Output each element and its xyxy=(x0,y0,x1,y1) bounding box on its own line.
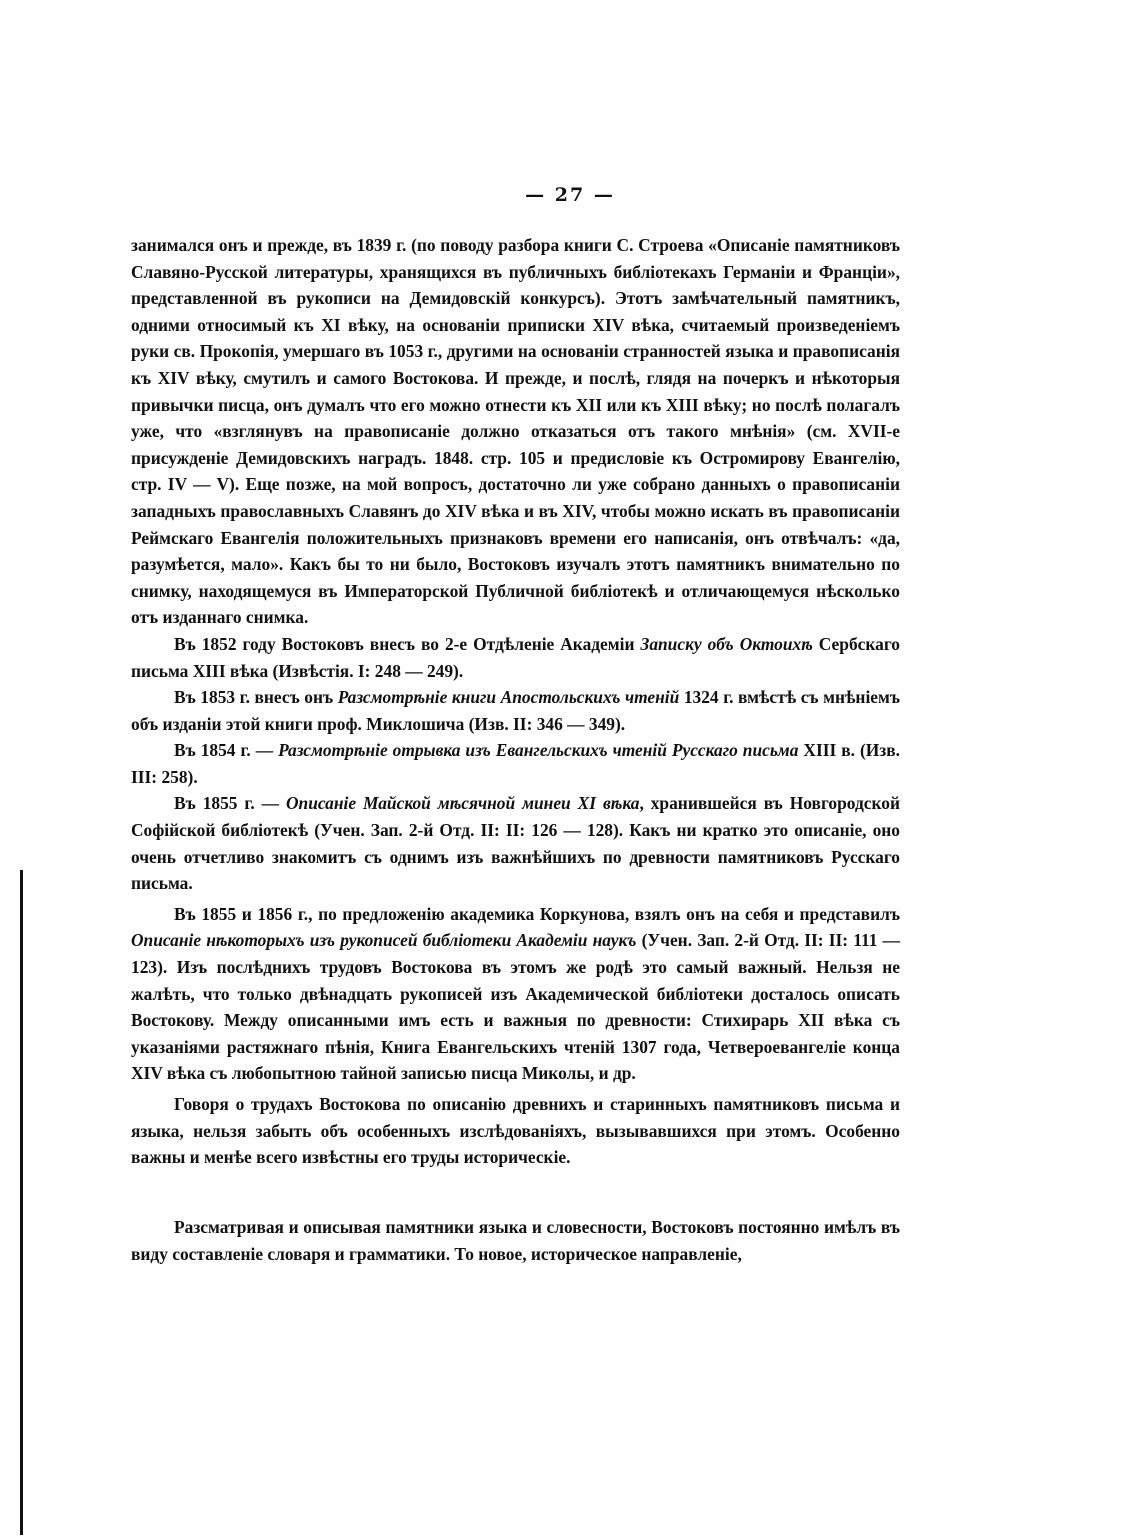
paragraph-0 xyxy=(131,232,900,631)
text-segment: Въ 1853 г. внесъ онъ xyxy=(174,687,338,708)
work-title: Разсмотрѣніе книги Апостольскихъ чтеній xyxy=(337,687,680,708)
paragraph-5 xyxy=(131,901,900,1087)
work-title: Описаніе нѣкоторыхъ изъ рукописей библіотеки Академіи наукъ xyxy=(131,930,637,951)
paragraph-3 xyxy=(131,737,900,790)
text-segment: Въ 1855 г. — xyxy=(174,793,286,814)
text-segment: , хранившейся въ Новгородской Софійской библіотекѣ (Учен. Зап. 2-й Отд. II: II: 126 — 128). Какъ ни кратко это описаніе, оно очень отчетливо знакомитъ съ однимъ изъ важнѣйшихъ по древности памятниковъ Русскаго письма. xyxy=(131,793,900,894)
page-number: — 27 — xyxy=(525,184,615,206)
scan-edge-line xyxy=(20,870,23,1535)
text-segment: (Учен. Зап. 2-й Отд. II: II: 111 — 123). Изъ послѣднихъ трудовъ Востокова въ этомъ же родѣ это самый важный. Нельзя не жалѣть, что только двѣнадцать рукописей изъ Академической библіотеки досталось описать Востокову. Между описанными имъ есть и важныя по древности: Стихирарь XII вѣка съ указаніями растяжнаго пѣнія, Книга Евангельскихъ чтеній 1307 года, Четвероевангеліе конца XIV вѣка съ любопытною тайной записью писца Миколы, и др. xyxy=(131,930,900,1084)
paragraph-4 xyxy=(131,790,900,896)
text-segment: Говоря о трудахъ Востокова по описанію древнихъ и старинныхъ памятниковъ письма и языка, нельзя забыть объ особенныхъ изслѣдованіяхъ, вызывавшихся при этомъ. Особенно важны и менѣе всего извѣстны его труды историческіе. xyxy=(131,1094,900,1168)
work-title: Записку объ Октоихѣ xyxy=(640,633,813,654)
paragraph-6 xyxy=(131,1091,900,1171)
main-text-block xyxy=(131,232,900,1171)
paragraph-1 xyxy=(131,631,900,684)
closing-paragraph: Разсматривая и описывая памятники языка и словесности, Востоковъ постоянно имѣлъ въ виду составленіе словаря и грамматики. То новое, историческое направленіе, xyxy=(131,1217,900,1264)
paragraph-2 xyxy=(131,684,900,737)
text-segment: Въ 1852 году Востоковъ внесъ во 2-е Отдѣленіе Академіи xyxy=(174,633,641,654)
text-segment: Въ 1854 г. — xyxy=(174,740,279,761)
work-title: Описаніе Майской мѣсячной минеи XI вѣка xyxy=(286,793,640,814)
work-title: Разсмотрѣніе отрывка изъ Евангельскихъ чтеній Русскаго письма xyxy=(278,740,799,761)
text-segment: занимался онъ и прежде, въ 1839 г. (по поводу разбора книги С. Строева «Описаніе памятниковъ Славяно-Русской литературы, хранящихся въ публичныхъ библіотекахъ Германіи и Франціи», представленной въ рукописи на Демидовскій конкурсъ). Этотъ замѣчательный памятникъ, одними относимый къ XI вѣку, на основаніи приписки XIV вѣка, считаемый произведеніемъ руки св. Прокопія, умершаго въ 1053 г., другими на основаніи странностей языка и правописанія къ XIV вѣку, смутилъ и самого Востокова. И прежде, и послѣ, глядя на почеркъ и нѣкоторыя привычки писца, онъ думалъ что его можно отнести къ XII или къ XIII вѣку; но послѣ полагалъ уже, что «взглянувъ на правописаніе должно отказаться отъ такого мнѣнія» (см. XVII-е присужденіе Демидовскихъ наградъ. 1848. стр. 105 и предисловіе къ Остромирову Евангелію, стр. IV — V). Еще позже, на мой вопросъ, достаточно ли уже собрано данныхъ о правописаніи западныхъ православныхъ Славянъ до XIV вѣка и въ XIV, чтобы можно искать въ правописаніи Реймскаго Евангелія положительныхъ признаковъ времени его написанія, онъ отвѣчалъ: «да, разумѣется, мало». Какъ бы то ни было, Востоковъ изучалъ этотъ памятникъ внимательно по снимку, находящемуся въ Императорской Публичной библіотекѣ и отличающемуся нѣсколько отъ изданнаго снимка. xyxy=(131,235,900,628)
text-segment: XIII в. (Изв. III: 258). xyxy=(131,740,900,787)
text-segment: Сербскаго письма XIII вѣка (Извѣстія. I: 248 — 249). xyxy=(131,633,900,681)
text-segment: 1324 г. вмѣстѣ съ мнѣніемъ объ изданіи этой книги проф. Миклошича (Изв. II: 346 — 349). xyxy=(131,687,900,734)
text-segment: Въ 1855 и 1856 г., по предложенію академика Коркунова, взялъ онъ на себя и представилъ xyxy=(174,903,900,924)
